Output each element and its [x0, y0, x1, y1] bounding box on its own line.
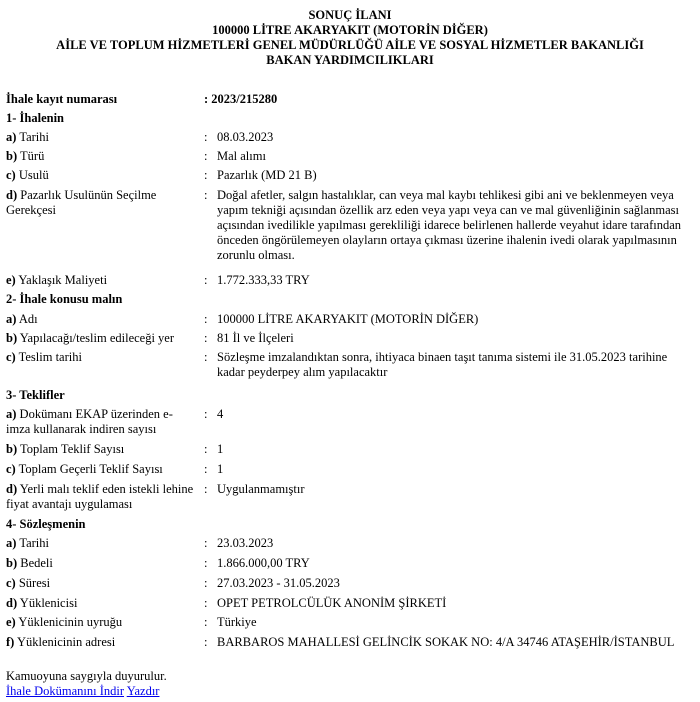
s1-c-label: c) Usulü — [6, 168, 49, 182]
colon: : — [204, 312, 208, 326]
colon: : — [204, 350, 208, 364]
title-authority: AİLE VE TOPLUM HİZMETLERİ GENEL MÜDÜRLÜĞÜ AİLE VE SOSYAL HİZMETLER BAKANLIĞI — [56, 38, 644, 52]
s4-d-label: d) Yüklenicisi — [6, 596, 78, 610]
s2-b-label: b) Yapılacağı/teslim edileceği yer — [6, 331, 175, 345]
colon: : — [204, 168, 208, 182]
colon: : — [204, 407, 208, 421]
s1-e-value: 1.772.333,33 TRY — [217, 273, 310, 287]
s1-e-label: e) Yaklaşık Maliyeti — [6, 273, 108, 287]
s4-b-label: b) Bedeli — [6, 556, 53, 570]
s4-c-label: c) Süresi — [6, 576, 51, 590]
colon: : — [204, 576, 208, 590]
download-document-link[interactable]: İhale Dokümanını İndir — [6, 684, 125, 698]
colon: : — [204, 635, 208, 649]
s1-d-label: d) Pazarlık Usulünün Seçilme Gerekçesi — [6, 188, 157, 217]
colon: : — [204, 596, 208, 610]
title-announcement: SONUÇ İLANI — [308, 8, 392, 22]
s4-a-label: a) Tarihi — [6, 536, 49, 550]
footer-links — [6, 684, 159, 699]
section-4-title: 4- Sözleşmenin — [6, 517, 86, 531]
s2-c-label: c) Teslim tarihi — [6, 350, 82, 364]
colon: : — [204, 615, 208, 629]
s2-b-value: 81 İl ve İlçeleri — [217, 331, 294, 345]
title-authority-2: BAKAN YARDIMCILIKLARI — [266, 53, 434, 67]
title-subject: 100000 LİTRE AKARYAKIT (MOTORİN DİĞER) — [212, 23, 488, 37]
s2-a-value: 100000 LİTRE AKARYAKIT (MOTORİN DİĞER) — [217, 312, 479, 326]
s4-e-label: e) Yüklenicinin uyruğu — [6, 615, 123, 629]
s4-d-value: OPET PETROLCÜLÜK ANONİM ŞİRKETİ — [217, 596, 447, 610]
s2-a-label: a) Adı — [6, 312, 38, 326]
s4-c-value: 27.03.2023 - 31.05.2023 — [217, 576, 340, 590]
colon: : — [204, 188, 208, 202]
s1-d-value: Doğal afetler, salgın hastalıklar, can veya mal kaybı tehlikesi gibi ani ve beklenmeyen veya yapım tekniği açısından özellik arz eden veya yapı veya can ve mal güvenliğinin sağlanması açısından ivedilikle yapılması gerekliliği idarece belirlenen hallerde veyahut idare tarafından önceden öngörülemeyen olayların ortaya çıkması üzerine ihalenin ivedi olarak yapılmasının zorunlu olması. — [217, 188, 682, 262]
closing-note: Kamuoyuna saygıyla duyurulur. — [6, 669, 167, 683]
s1-a-value: 08.03.2023 — [217, 130, 274, 144]
s3-a-value: 4 — [217, 407, 224, 421]
s4-e-value: Türkiye — [217, 615, 257, 629]
colon: : — [204, 273, 208, 287]
print-link[interactable]: Yazdır — [126, 684, 160, 698]
s1-b-value: Mal alımı — [217, 149, 266, 163]
ikn-label: İhale kayıt numarası — [6, 92, 118, 106]
colon: : — [204, 556, 208, 570]
colon: : — [204, 331, 208, 345]
colon: : — [204, 462, 208, 476]
section-2-title: 2- İhale konusu malın — [6, 292, 123, 306]
s4-f-value: BARBAROS MAHALLESİ GELİNCİK SOKAK NO: 4/A 34746 ATAŞEHİR/İSTANBUL — [217, 635, 675, 649]
colon: : — [204, 536, 208, 550]
s4-f-label: f) Yüklenicinin adresi — [6, 635, 116, 649]
colon: : — [204, 442, 208, 456]
ikn-value: : 2023/215280 — [204, 92, 278, 106]
s4-a-value: 23.03.2023 — [217, 536, 274, 550]
colon: : — [204, 482, 208, 496]
section-1-title: 1- İhalenin — [6, 111, 65, 125]
colon: : — [204, 149, 208, 163]
s4-b-value: 1.866.000,00 TRY — [217, 556, 310, 570]
s1-a-label: a) Tarihi — [6, 130, 49, 144]
s1-b-label: b) Türü — [6, 149, 45, 163]
s3-b-value: 1 — [217, 442, 224, 456]
s1-c-value: Pazarlık (MD 21 B) — [217, 168, 317, 182]
s3-a-label: a) Dokümanı EKAP üzerinden e-imza kullanarak indiren sayısı — [6, 407, 173, 436]
s2-c-value: Sözleşme imzalandıktan sonra, ihtiyaca binaen taşıt tanıma sistemi ile 31.05.2023 tarihine kadar peyderpey alım yapılacaktır — [217, 350, 668, 379]
section-3-title: 3- Teklifler — [6, 388, 65, 402]
s3-d-value: Uygulanmamıştır — [217, 482, 305, 496]
colon: : — [204, 130, 208, 144]
s3-c-value: 1 — [217, 462, 224, 476]
s3-d-label: d) Yerli malı teklif eden istekli lehine fiyat avantajı uygulaması — [6, 482, 194, 511]
s3-c-label: c) Toplam Geçerli Teklif Sayısı — [6, 462, 163, 476]
s3-b-label: b) Toplam Teklif Sayısı — [6, 442, 125, 456]
